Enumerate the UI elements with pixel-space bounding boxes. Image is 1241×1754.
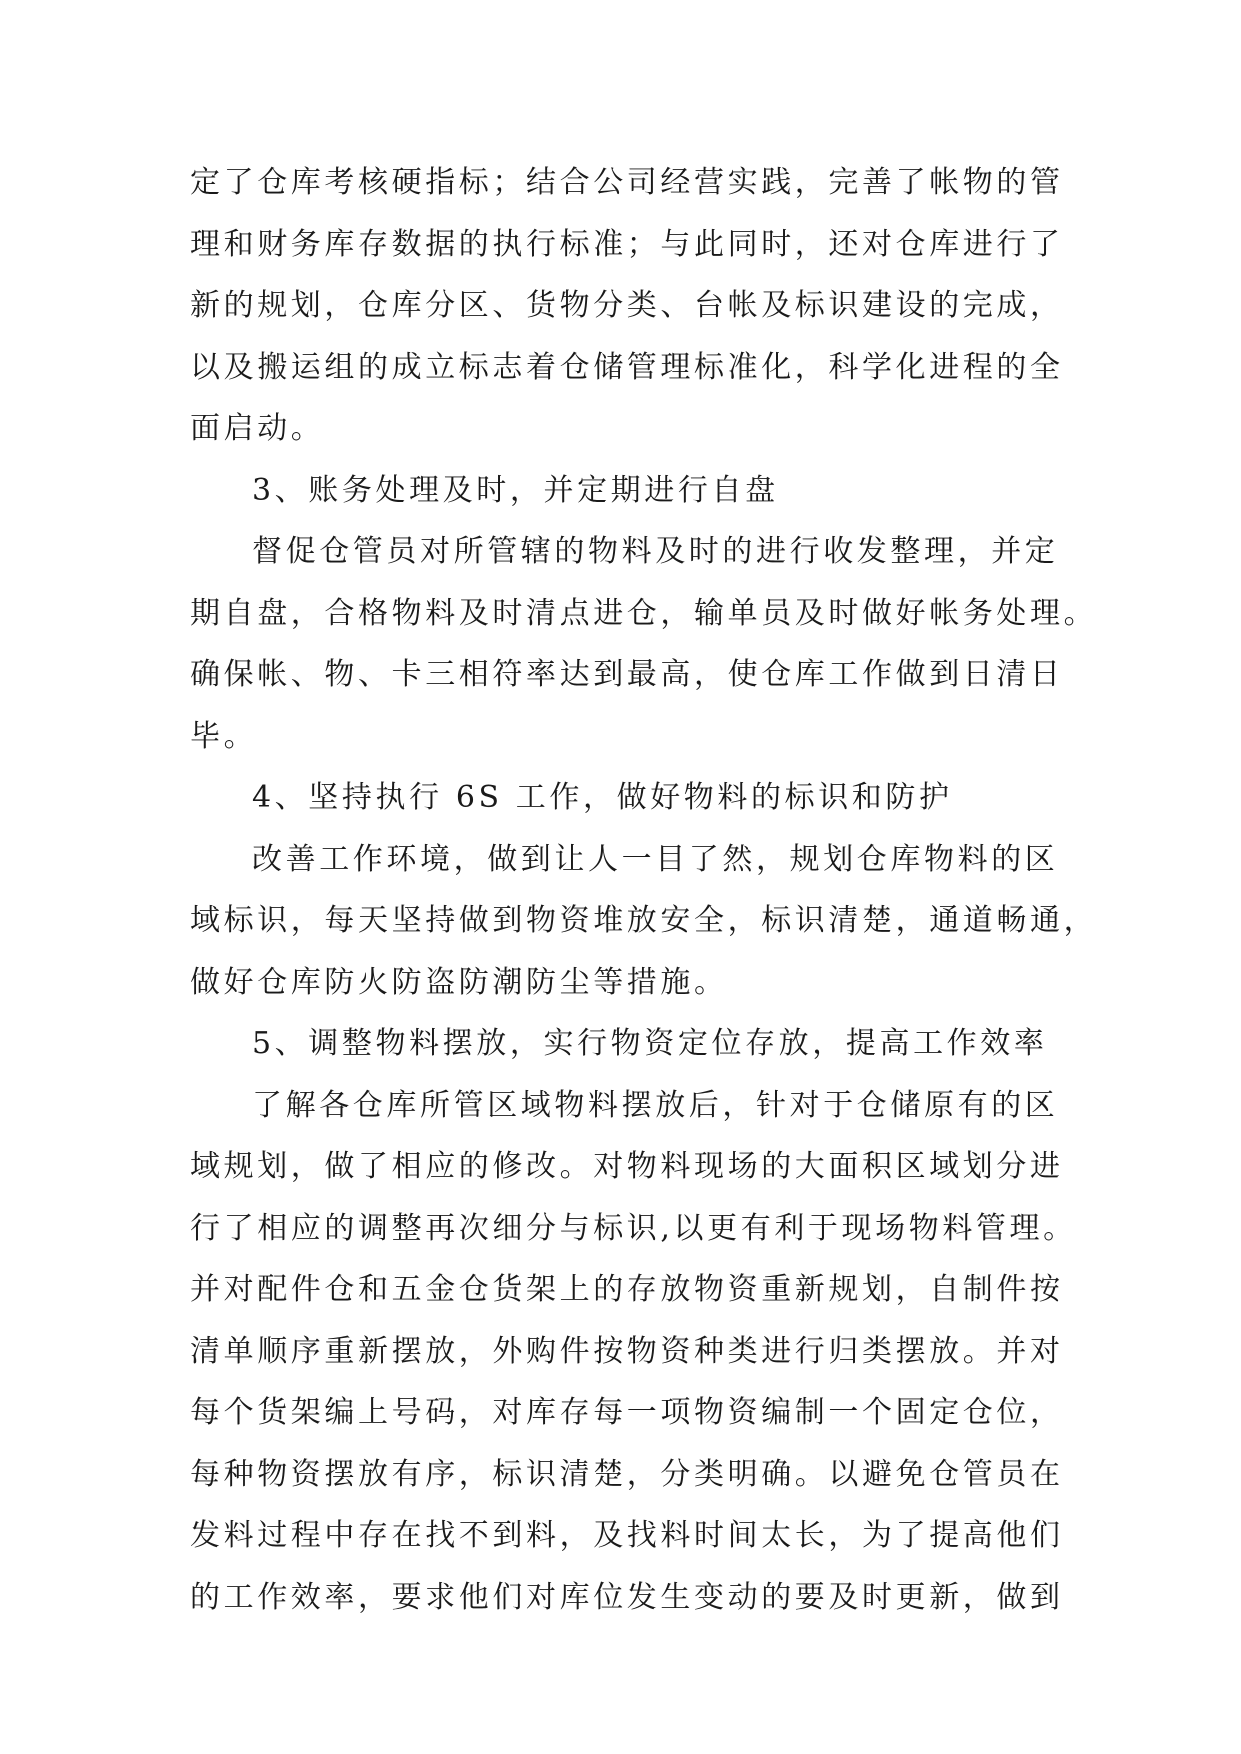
text-line: 的工作效率，要求他们对库位发生变动的要及时更新，做到 xyxy=(190,1579,1064,1615)
text-line: 行了相应的调整再次细分与标识,以更有利于现场物料管理。 xyxy=(190,1210,1077,1246)
text-line: 新的规划，仓库分区、货物分类、台帐及标识建设的完成， xyxy=(190,288,1064,323)
text-line: 理和财务库存数据的执行标准；与此同时，还对仓库进行了 xyxy=(190,226,1064,262)
text-line: 定了仓库考核硬指标；结合公司经营实践，完善了帐物的管 xyxy=(190,165,1064,200)
text-line: 并对配件仓和五金仓货架上的存放物资重新规划，自制件按 xyxy=(190,1272,1064,1307)
text-line: 改善工作环境，做到让人一目了然，规划仓库物料的区 xyxy=(252,841,1059,877)
text-line: 每种物资摆放有序，标识清楚，分类明确。以避免仓管员在 xyxy=(190,1456,1064,1492)
text-line: 做好仓库防火防盗防潮防尘等措施。 xyxy=(190,964,728,1000)
text-line: 3、账务处理及时，并定期进行自盘 xyxy=(252,472,779,508)
text-line: 确保帐、物、卡三相符率达到最高，使仓库工作做到日清日 xyxy=(190,657,1064,692)
text-line: 发料过程中存在找不到料，及找料时间太长，为了提高他们 xyxy=(190,1518,1064,1553)
text-line: 4、坚持执行 6S 工作，做好物料的标识和防护 xyxy=(252,780,953,815)
text-line: 面启动。 xyxy=(190,411,325,446)
text-line: 域规划，做了相应的修改。对物料现场的大面积区域划分进 xyxy=(190,1149,1064,1184)
text-line: 清单顺序重新摆放，外购件按物资种类进行归类摆放。并对 xyxy=(190,1333,1064,1369)
text-line: 毕。 xyxy=(190,718,258,754)
text-line: 了解各仓库所管区域物料摆放后，针对于仓储原有的区 xyxy=(252,1087,1059,1123)
document-body xyxy=(190,152,1098,1628)
text-line: 期自盘，合格物料及时清点进仓，输单员及时做好帐务处理。 xyxy=(190,595,1098,631)
text-line: 以及搬运组的成立标志着仓储管理标准化，科学化进程的全 xyxy=(190,349,1064,385)
text-line: 督促仓管员对所管辖的物料及时的进行收发整理，并定 xyxy=(252,534,1059,569)
text-line: 域标识，每天坚持做到物资堆放安全，标识清楚，通道畅通， xyxy=(190,903,1098,938)
text-line: 每个货架编上号码，对库存每一项物资编制一个固定仓位， xyxy=(190,1395,1064,1430)
text-line: 5、调整物料摆放，实行物资定位存放，提高工作效率 xyxy=(252,1026,1048,1061)
